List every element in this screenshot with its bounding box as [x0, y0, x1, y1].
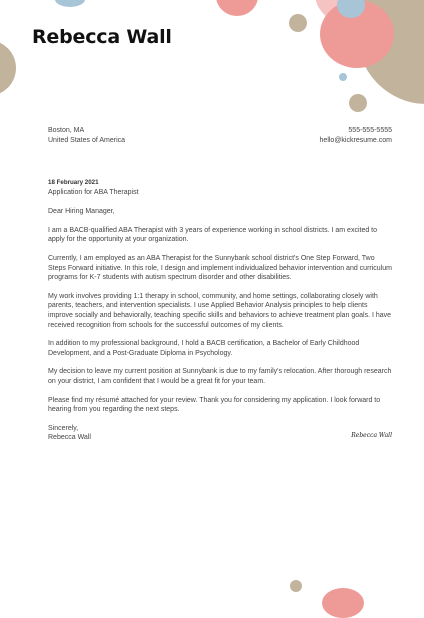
paragraph: In addition to my professional background, I hold a BACB certification, a Bachelor of Early Childhood Development, and a Post-Graduate Diploma in Psychology.: [48, 340, 360, 357]
letter-date: 18 February 2021: [48, 179, 99, 186]
paragraph: Currently, I am employed as an ABA Therapist for the Sunnybank school district's One Step Forward, Two Steps Forward initiative. In this role, I design and implement individualized behavior intervention and curriculum programs for K-7 students with autism spectrum disorder and other disabilities.: [48, 254, 392, 282]
decor-circle: [289, 14, 307, 32]
decor-circle: [216, 0, 258, 16]
paragraph: I am a BACB-qualified ABA Therapist with 3 years of experience working in school districts. I am excited to apply for the opportunity at your organization.: [48, 226, 378, 244]
letter-subject: Application for ABA Therapist: [48, 188, 139, 196]
sender-city: Boston, MA: [48, 127, 85, 134]
sender-country: United States of America: [48, 137, 126, 144]
decor-circle: [322, 588, 364, 618]
paragraph: My decision to leave my current position at Sunnybank is due to my family's relocation. After thorough research on your district, I am confident that I would be a great fit for your team.: [48, 368, 392, 385]
salutation: Dear Hiring Manager,: [48, 208, 115, 216]
decor-circle: [55, 0, 85, 7]
applicant-name: Rebecca Wall: [32, 26, 172, 48]
paragraph: Please find my résumé attached for your review. Thank you for considering my application. I look forward to hearing from you regarding the next steps.: [48, 396, 381, 414]
signature: Rebecca Wall: [351, 432, 392, 439]
sender-email: hello@kickresume.com: [319, 137, 392, 144]
decor-circle: [0, 40, 16, 96]
decor-circle: [290, 580, 302, 592]
sender-phone: 555-555-5555: [348, 127, 392, 134]
paragraph: My work involves providing 1:1 therapy in school, community, and home settings, collaborating closely with parents, teachers, and intervention specialists. I use Applied Behavior Analysis principles to help clients improve socially and behaviorally, teaching specific skills and behaviors to achieve treatment plan goals. I have received recognition from schools for the successful outcomes of my clients.: [48, 292, 392, 329]
decor-circle: [349, 94, 367, 112]
sender-address: [48, 126, 125, 146]
closing-name: Rebecca Wall: [48, 434, 91, 442]
sender-contact: [320, 126, 392, 146]
closing: Sincerely,: [48, 424, 79, 432]
decor-circle: [339, 73, 347, 81]
letter-body: [48, 178, 392, 443]
